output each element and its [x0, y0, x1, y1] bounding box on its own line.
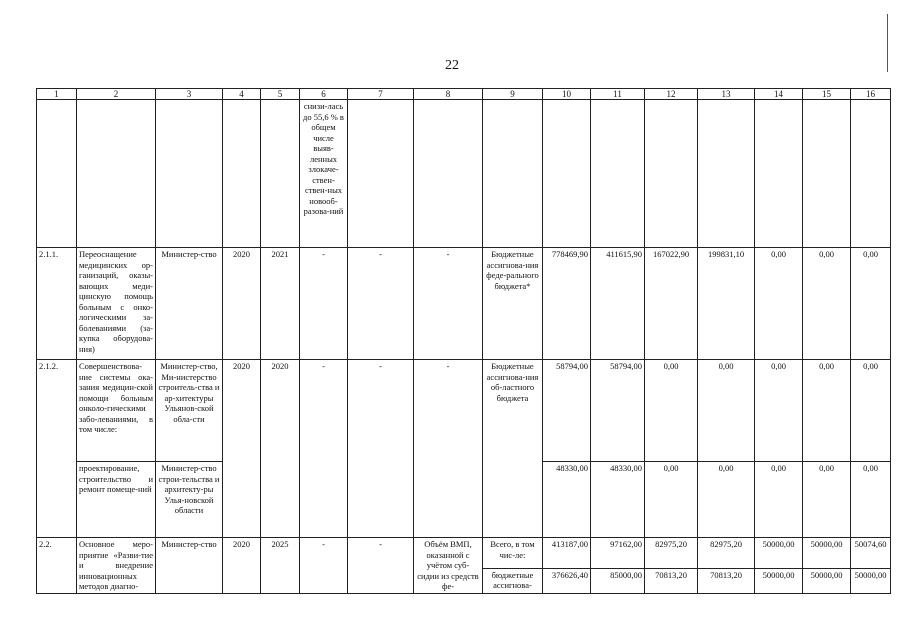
header-cell: 16 [851, 89, 891, 100]
item-name: Переоснащение медицинских ор-ганизаций, оказы-вающих меди-цинскую помощь больным с онко-логическими за-болеваниями (за-купка оборудова-ния) [77, 248, 156, 360]
amount-2023: 50000,00 [755, 538, 803, 569]
amount-2020: 48330,00 [591, 462, 645, 538]
funding-source: Всего, в том чис-ле: [483, 538, 543, 569]
header-cell: 3 [156, 89, 223, 100]
amount-2022: 199831,10 [698, 248, 755, 360]
amount-2021: 82975,20 [645, 538, 698, 569]
item-number: 2.2. [37, 538, 77, 594]
executor: Министер-ство, Ми-нистерство строитель-ства и ар-хитектуры Ульянов-ской обла-сти [156, 360, 223, 462]
amount-2025: 50074,60 [851, 538, 891, 569]
funding-source: бюджетные ассигнова- [483, 568, 543, 593]
header-cell: 5 [261, 89, 300, 100]
amount-total: 48330,00 [543, 462, 591, 538]
year-end: 2020 [261, 360, 300, 538]
amount-2024: 0,00 [803, 248, 851, 360]
indicator-cell: - [300, 248, 348, 360]
amount-2025: 0,00 [851, 248, 891, 360]
amount-2021: 70813,20 [645, 568, 698, 593]
amount-2024: 0,00 [803, 360, 851, 462]
amount-total: 778469,90 [543, 248, 591, 360]
amount-2020: 97162,00 [591, 538, 645, 569]
page-number: 22 [445, 58, 459, 73]
amount-2022: 0,00 [698, 462, 755, 538]
item-name: проектирование, строительство и ремонт помеще-ний [77, 462, 156, 538]
amount-2023: 0,00 [755, 462, 803, 538]
header-cell: 9 [483, 89, 543, 100]
program-table [36, 88, 891, 594]
margin-line [887, 14, 888, 72]
header-row [37, 89, 891, 100]
amount-2021: 0,00 [645, 462, 698, 538]
amount-2022: 70813,20 [698, 568, 755, 593]
amount-2024: 0,00 [803, 462, 851, 538]
table-row [37, 100, 891, 248]
table-row [37, 538, 891, 569]
item-name: Совершенствова-ние системы ока-зания медицин-ской помощи больным онколо-гическими забо-леваниями, в том числе: [77, 360, 156, 462]
amount-2020: 411615,90 [591, 248, 645, 360]
header-cell: 8 [414, 89, 483, 100]
year-end: 2025 [261, 538, 300, 594]
amount-total: 376626,40 [543, 568, 591, 593]
funding-source: Бюджетные ассигнова-ния об-ластного бюджета [483, 360, 543, 538]
year-start: 2020 [223, 538, 261, 594]
amount-total: 58794,00 [543, 360, 591, 462]
amount-2025: 50000,00 [851, 568, 891, 593]
header-cell: 4 [223, 89, 261, 100]
header-cell: 6 [300, 89, 348, 100]
header-cell: 7 [348, 89, 414, 100]
indicator-value: - [348, 538, 414, 594]
table-row [37, 360, 891, 462]
item-number: 2.1.2. [37, 360, 77, 538]
header-cell: 15 [803, 89, 851, 100]
header-cell: 14 [755, 89, 803, 100]
amount-2024: 50000,00 [803, 568, 851, 593]
funding-source: Бюджетные ассигнова-ния феде-рального бюджета* [483, 248, 543, 360]
table-row [37, 248, 891, 360]
amount-2021: 167022,90 [645, 248, 698, 360]
amount-2024: 50000,00 [803, 538, 851, 569]
amount-2020: 58794,00 [591, 360, 645, 462]
amount-total: 413187,00 [543, 538, 591, 569]
year-start: 2020 [223, 248, 261, 360]
item-name: Основное меро-приятие «Разви-тие и внедрение инновационных методов диагно- [77, 538, 156, 594]
indicator-value: - [348, 248, 414, 360]
amount-2020: 85000,00 [591, 568, 645, 593]
indicator-cell: - [300, 360, 348, 538]
executor: Министер-ство [156, 538, 223, 594]
item-number: 2.1.1. [37, 248, 77, 360]
amount-2023: 50000,00 [755, 568, 803, 593]
year-start: 2020 [223, 360, 261, 538]
amount-2023: 0,00 [755, 248, 803, 360]
header-cell: 2 [77, 89, 156, 100]
indicator-cell: - [300, 538, 348, 594]
indicator-result: - [414, 360, 483, 538]
executor: Министер-ство строи-тельства и архитекту-ры Улья-новской области [156, 462, 223, 538]
amount-2022: 0,00 [698, 360, 755, 462]
amount-2021: 0,00 [645, 360, 698, 462]
amount-2025: 0,00 [851, 360, 891, 462]
indicator-result: - [414, 248, 483, 360]
amount-2023: 0,00 [755, 360, 803, 462]
header-cell: 13 [698, 89, 755, 100]
year-end: 2021 [261, 248, 300, 360]
executor: Министер-ство [156, 248, 223, 360]
indicator-value: - [348, 360, 414, 538]
amount-2022: 82975,20 [698, 538, 755, 569]
indicator-result: Объём ВМП, оказанной с учётом суб-сидии из средств фе- [414, 538, 483, 594]
header-cell: 1 [37, 89, 77, 100]
indicator-cell: снизи-лась до 55,6 % в общем числе выяв-ленных злокаче-ствен-ствен-ных новооб-разова-ний [300, 100, 348, 248]
header-cell: 11 [591, 89, 645, 100]
header-cell: 10 [543, 89, 591, 100]
amount-2025: 0,00 [851, 462, 891, 538]
header-cell: 12 [645, 89, 698, 100]
